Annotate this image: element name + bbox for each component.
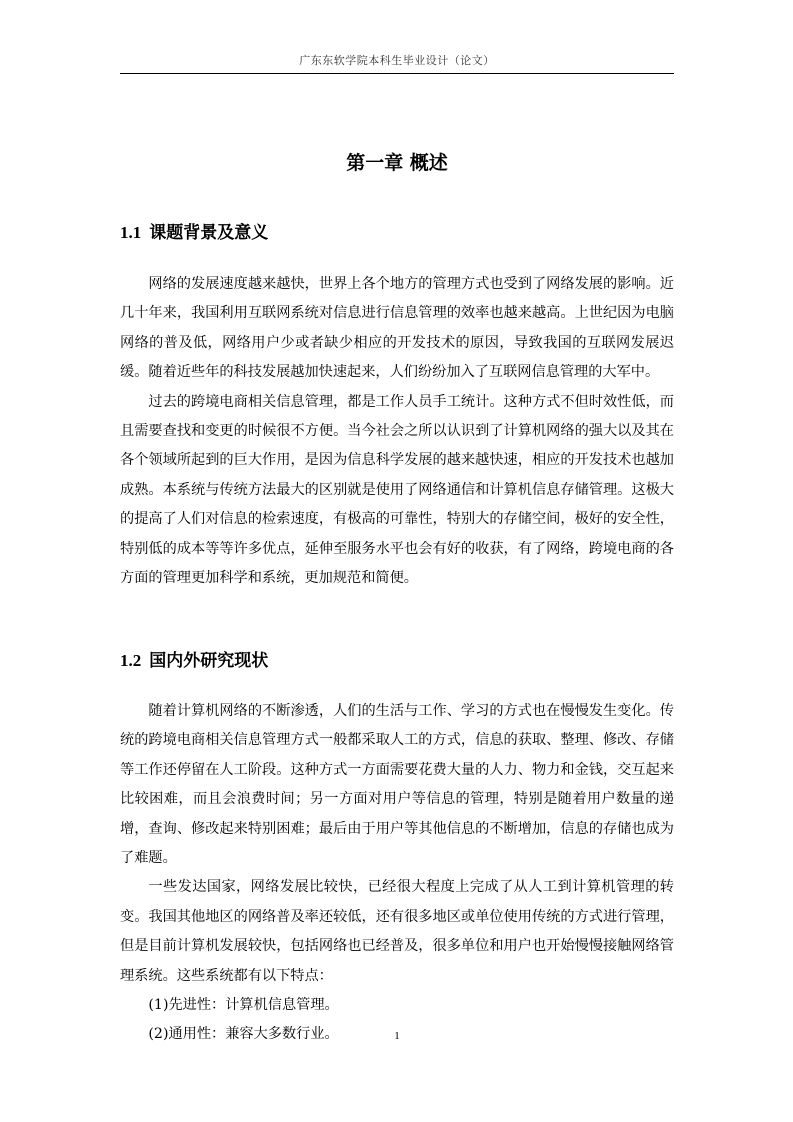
header-rule — [120, 73, 674, 74]
page-number: 1 — [394, 1030, 400, 1042]
page-header: 广东东软学院本科生毕业设计（论文） — [299, 54, 495, 67]
section-body-1-2 — [120, 697, 674, 1050]
list-item: (2)通用性：兼容大多数行业。 — [148, 1026, 339, 1043]
paragraph: 网络的发展速度越来越快，世界上各个地方的管理方式也受到了网络发展的影响。近几十年来，我国利用互联网系统对信息进行信息管理的效率也越来越高。上世纪因为电脑网络的普及低，网络用户少或者缺少相应的开发技术的原因，导致我国的互联网发展迟缓。随着近些年的科技发展越加快速起来，人们纷纷加入了互联网信息管理的大军中。 — [120, 276, 674, 381]
section-body-1-1 — [120, 270, 674, 593]
list-item: (1)先进性：计算机信息管理。 — [148, 997, 339, 1014]
section-title: 国内外研究现状 — [149, 651, 269, 671]
section-heading-1-2 — [120, 646, 268, 671]
section-heading-1-1 — [120, 218, 268, 243]
paragraph: 一些发达国家，网络发展比较快，已经很大程度上完成了从人工到计算机管理的转变。我国其他地区的网络普及率还较低，还有很多地区或单位使用传统的方式进行管理，但是目前计算机发展较快，包括网络也已经普及，很多单位和用户也开始慢慢接触网络管理系统。这些系统都有以下特点： — [120, 879, 674, 984]
section-number: 1.2 — [120, 651, 142, 670]
section-title: 课题背景及意义 — [149, 223, 269, 243]
paragraph: 随着计算机网络的不断渗透，人们的生活与工作、学习的方式也在慢慢发生变化。传统的跨境电商相关信息管理方式一般都采取人工的方式，信息的获取、整理、修改、存储等工作还停留在人工阶段。这种方式一方面需要花费大量的人力、物力和金钱，交互起来比较困难，而且会浪费时间；另一方面对用户等信息的管理，特别是随着用户数量的递增，查询、修改起来特别困难；最后由于用户等其他信息的不断增加，信息的存储也成为了难题。 — [120, 703, 674, 867]
chapter-title: 第一章 概述 — [346, 152, 448, 174]
section-number: 1.1 — [120, 223, 142, 242]
paragraph: 过去的跨境电商相关信息管理，都是工作人员手工统计。这种方式不但时效性低，而且需要查找和变更的时候很不方便。当今社会之所以认识到了计算机网络的强大以及其在各个领域所起到的巨大作用，是因为信息科学发展的越来越快速，相应的开发技术也越加成熟。本系统与传统方法最大的区别就是使用了网络通信和计算机信息存储管理。这极大的提高了人们对信息的检索速度，有极高的可靠性，特别大的存储空间，极好的安全性，特别低的成本等等许多优点，延伸至服务水平也会有好的收获，有了网络，跨境电商的各方面的管理更加科学和系统，更加规范和简便。 — [120, 393, 674, 587]
